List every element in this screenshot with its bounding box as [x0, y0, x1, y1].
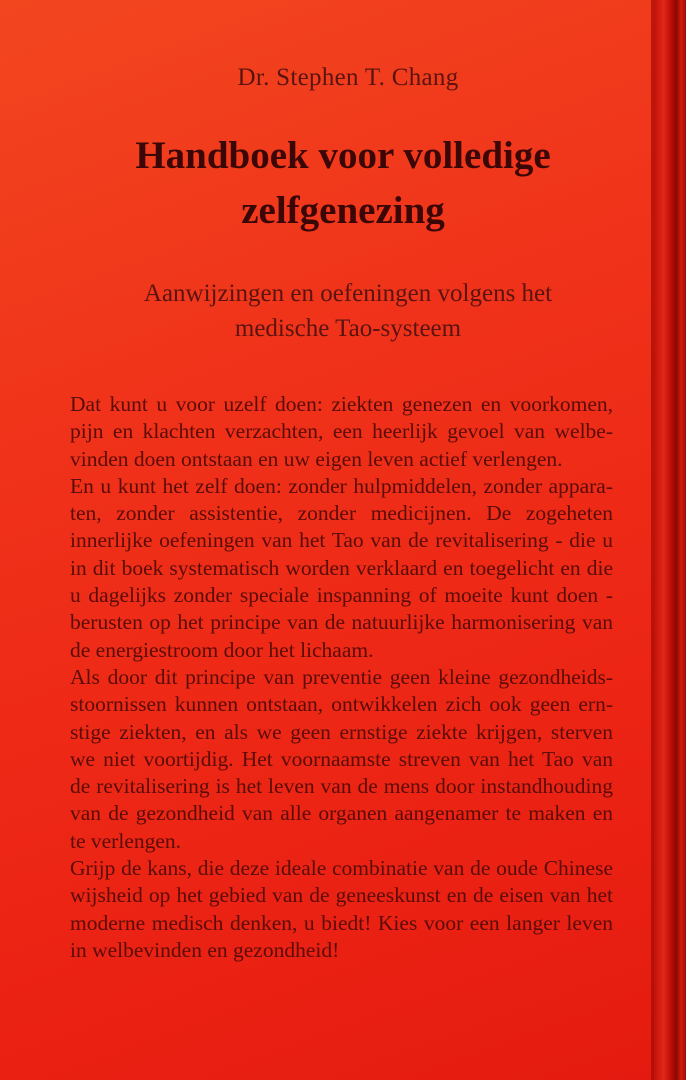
blurb-line: van de gezondheid van alle organen aangenamer te maken en: [70, 801, 613, 826]
blurb-line: En u kunt het zelf doen: zonder hulpmiddelen, zonder appara-: [70, 473, 613, 498]
blurb-line: de revitalisering is het leven van de mens door instandhouding: [70, 774, 613, 799]
blurb-line: stoornissen kunnen ontstaan, ontwikkelen zich ook geen ern-: [70, 692, 613, 717]
blurb-line: moderne medisch denken, u biedt! Kies voor een langer leven: [70, 910, 613, 935]
blurb-line: we niet voortijdig. Het voornaamste streven van het Tao van: [70, 746, 613, 771]
blurb-line: Als door dit principe van preventie geen kleine gezondheids-: [70, 664, 613, 689]
blurb-line: in dit boek systematisch worden verklaard en toegelicht en die: [70, 555, 613, 580]
blurb-line: innerlijke oefeningen van het Tao van de revitalisering - die u: [70, 528, 613, 553]
blurb-line: Dat kunt u voor uzelf doen: ziekten genezen en voorkomen,: [70, 392, 613, 416]
blurb-line: de energiestroom door het lichaam.: [70, 637, 374, 662]
blurb-line: vinden doen ontstaan en uw eigen leven actief verlengen.: [70, 446, 563, 471]
author-name: Dr. Stephen T. Chang: [237, 64, 459, 91]
blurb-line: berusten op het principe van de natuurlijke harmonisering van: [70, 610, 613, 635]
subtitle-line: medische Tao-systeem: [234, 315, 462, 342]
book-title: [0, 128, 686, 238]
blurb-line: ten, zonder assistentie, zonder medicijnen. De zogeheten: [70, 501, 613, 526]
blurb-line: Grijp de kans, die deze ideale combinatie van de oude Chinese: [70, 856, 613, 881]
blurb-text: [70, 391, 613, 964]
blurb-line: wijsheid op het gebied van de geneeskunst en de eisen van het: [70, 883, 613, 908]
title-line: zelfgenezing: [241, 189, 445, 232]
book-subtitle: [0, 276, 686, 346]
subtitle-line: Aanwijzingen en oefeningen volgens het: [143, 280, 553, 307]
blurb-line: u dagelijks zonder speciale inspanning of moeite kunt doen -: [70, 583, 613, 608]
blurb-line: te verlengen.: [70, 828, 182, 853]
title-line: Handboek voor volledige: [135, 134, 551, 177]
blurb-line: in welbevinden en gezondheid!: [70, 937, 340, 962]
blurb-line: stige ziekten, en als we geen ernstige ziekte krijgen, sterven: [70, 719, 613, 744]
blurb-line: pijn en klachten verzachten, een heerlijk gevoel van welbe-: [70, 419, 613, 444]
